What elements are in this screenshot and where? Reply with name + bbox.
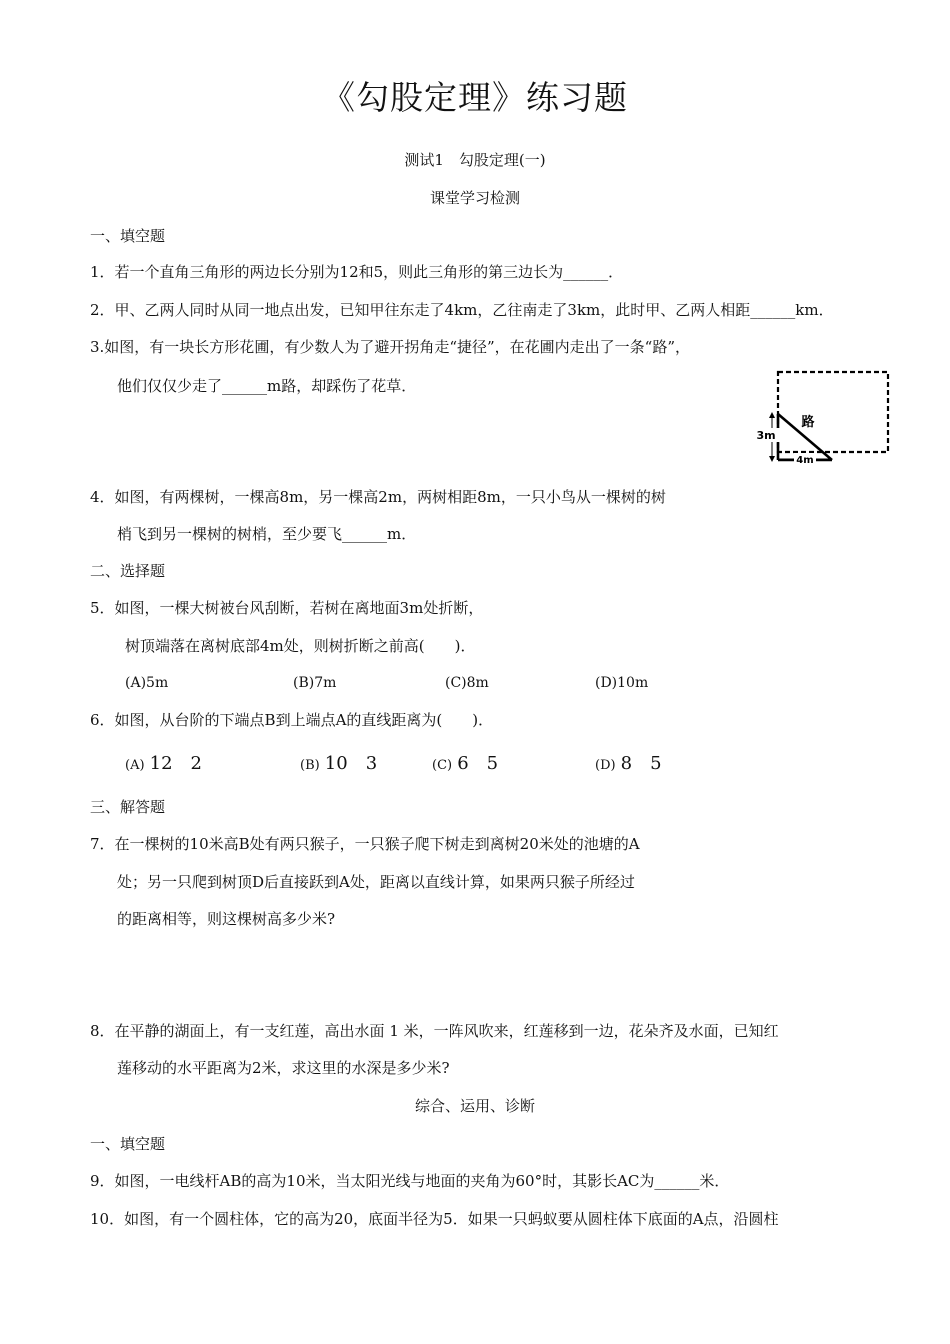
- question-1: 1．若一个直角三角形的两边长分别为12和5，则此三角形的第三边长为______．: [90, 263, 624, 281]
- question-8-line-2: 莲移动的水平距离为2米，求这里的水深是多少米?: [117, 1059, 450, 1077]
- q6-option-b-value: 10 3: [324, 753, 378, 774]
- q5-option-a: (A)5m: [125, 675, 169, 691]
- test-subtitle: 测试1 勾股定理(一): [404, 151, 546, 169]
- q5-option-d: (D)10m: [595, 675, 649, 691]
- part-heading-solve: 三、解答题: [90, 798, 166, 816]
- question-3-line-1: 3.如图，有一块长方形花圃，有少数人为了避开拐角走“捷径”，在花圃内走出了一条“路”，: [90, 338, 690, 356]
- garden-boundary: [778, 372, 888, 452]
- height-label: 3m: [756, 429, 776, 442]
- q6-option-c: [432, 752, 498, 778]
- question-2: 2．甲、乙两人同时从同一地点出发，已知甲往东走了4km，乙往南走了3km，此时甲、乙两人相距______km．: [90, 301, 834, 319]
- q6-option-a-value: 12 2: [149, 753, 202, 774]
- question-5-line-2: 树顶端落在离树底部4m处，则树折断之前高( )．: [125, 637, 476, 655]
- question-6: 6．如图，从台阶的下端点B到上端点A的直线距离为( )．: [90, 711, 494, 729]
- q5-option-c: (C)8m: [445, 675, 489, 691]
- question-5-line-1: 5．如图，一棵大树被台风刮断，若树在离地面3m处折断，: [90, 599, 484, 617]
- part-heading-multiple-choice: 二、选择题: [90, 562, 166, 580]
- question-7-line-3: 的距离相等，则这棵树高多少米?: [117, 910, 336, 928]
- q6-option-a: [125, 752, 202, 778]
- section-heading-classroom: 课堂学习检测: [429, 189, 520, 207]
- width-label: 4m: [796, 455, 814, 466]
- q6-option-b-label: (B): [300, 758, 320, 773]
- page-title: 《勾股定理》练习题: [322, 78, 628, 117]
- question-7-line-2: 处；另一只爬到树顶D后直接跃到A处，距离以直线计算，如果两只猴子所经过: [117, 873, 635, 891]
- q6-option-d-value: 8 5: [620, 753, 662, 774]
- height-arrow-down: [769, 456, 775, 462]
- question-7-line-1: 7．在一棵树的10米高B处有两只猴子，一只猴子爬下树走到离树20米处的池塘的A: [90, 835, 640, 853]
- section-heading-comprehensive: 综合、运用、诊断: [414, 1097, 535, 1115]
- q6-option-b: [300, 752, 377, 778]
- question-8-line-1: 8．在平静的湖面上，有一支红莲，高出水面 1 米，一阵风吹来，红莲移到一边，花朵齐及水面，已知红: [90, 1022, 779, 1040]
- question-9: 9．如图，一电线杆AB的高为10米，当太阳光线与地面的夹角为60°时，其影长AC为______米．: [90, 1172, 730, 1190]
- question-10: 10．如图，有一个圆柱体，它的高为20，底面半径为5．如果一只蚂蚁要从圆柱体下底面的A点，沿圆柱: [90, 1210, 779, 1228]
- garden-diagram: [752, 368, 892, 468]
- question-4-line-1: 4．如图，有两棵树，一棵高8m，另一棵高2m，两树相距8m，一只小鸟从一棵树的树: [90, 488, 666, 506]
- height-arrow-up: [769, 412, 775, 418]
- q6-option-c-label: (C): [432, 758, 453, 773]
- part-heading-fill-blank: 一、填空题: [90, 227, 166, 245]
- q6-option-d-label: (D): [595, 758, 616, 773]
- q5-option-b: (B)7m: [293, 675, 337, 691]
- q6-option-a-label: (A): [125, 758, 145, 773]
- q6-option-d: [595, 752, 662, 778]
- road-label: 路: [801, 415, 815, 430]
- q6-option-c-value: 6 5: [457, 753, 499, 774]
- part-heading-fill-blank-2: 一、填空题: [90, 1135, 166, 1153]
- question-4-line-2: 梢飞到另一棵树的树梢，至少要飞______m．: [117, 525, 417, 543]
- question-3-line-2: 他们仅仅少走了______m路，却踩伤了花草．: [117, 377, 417, 395]
